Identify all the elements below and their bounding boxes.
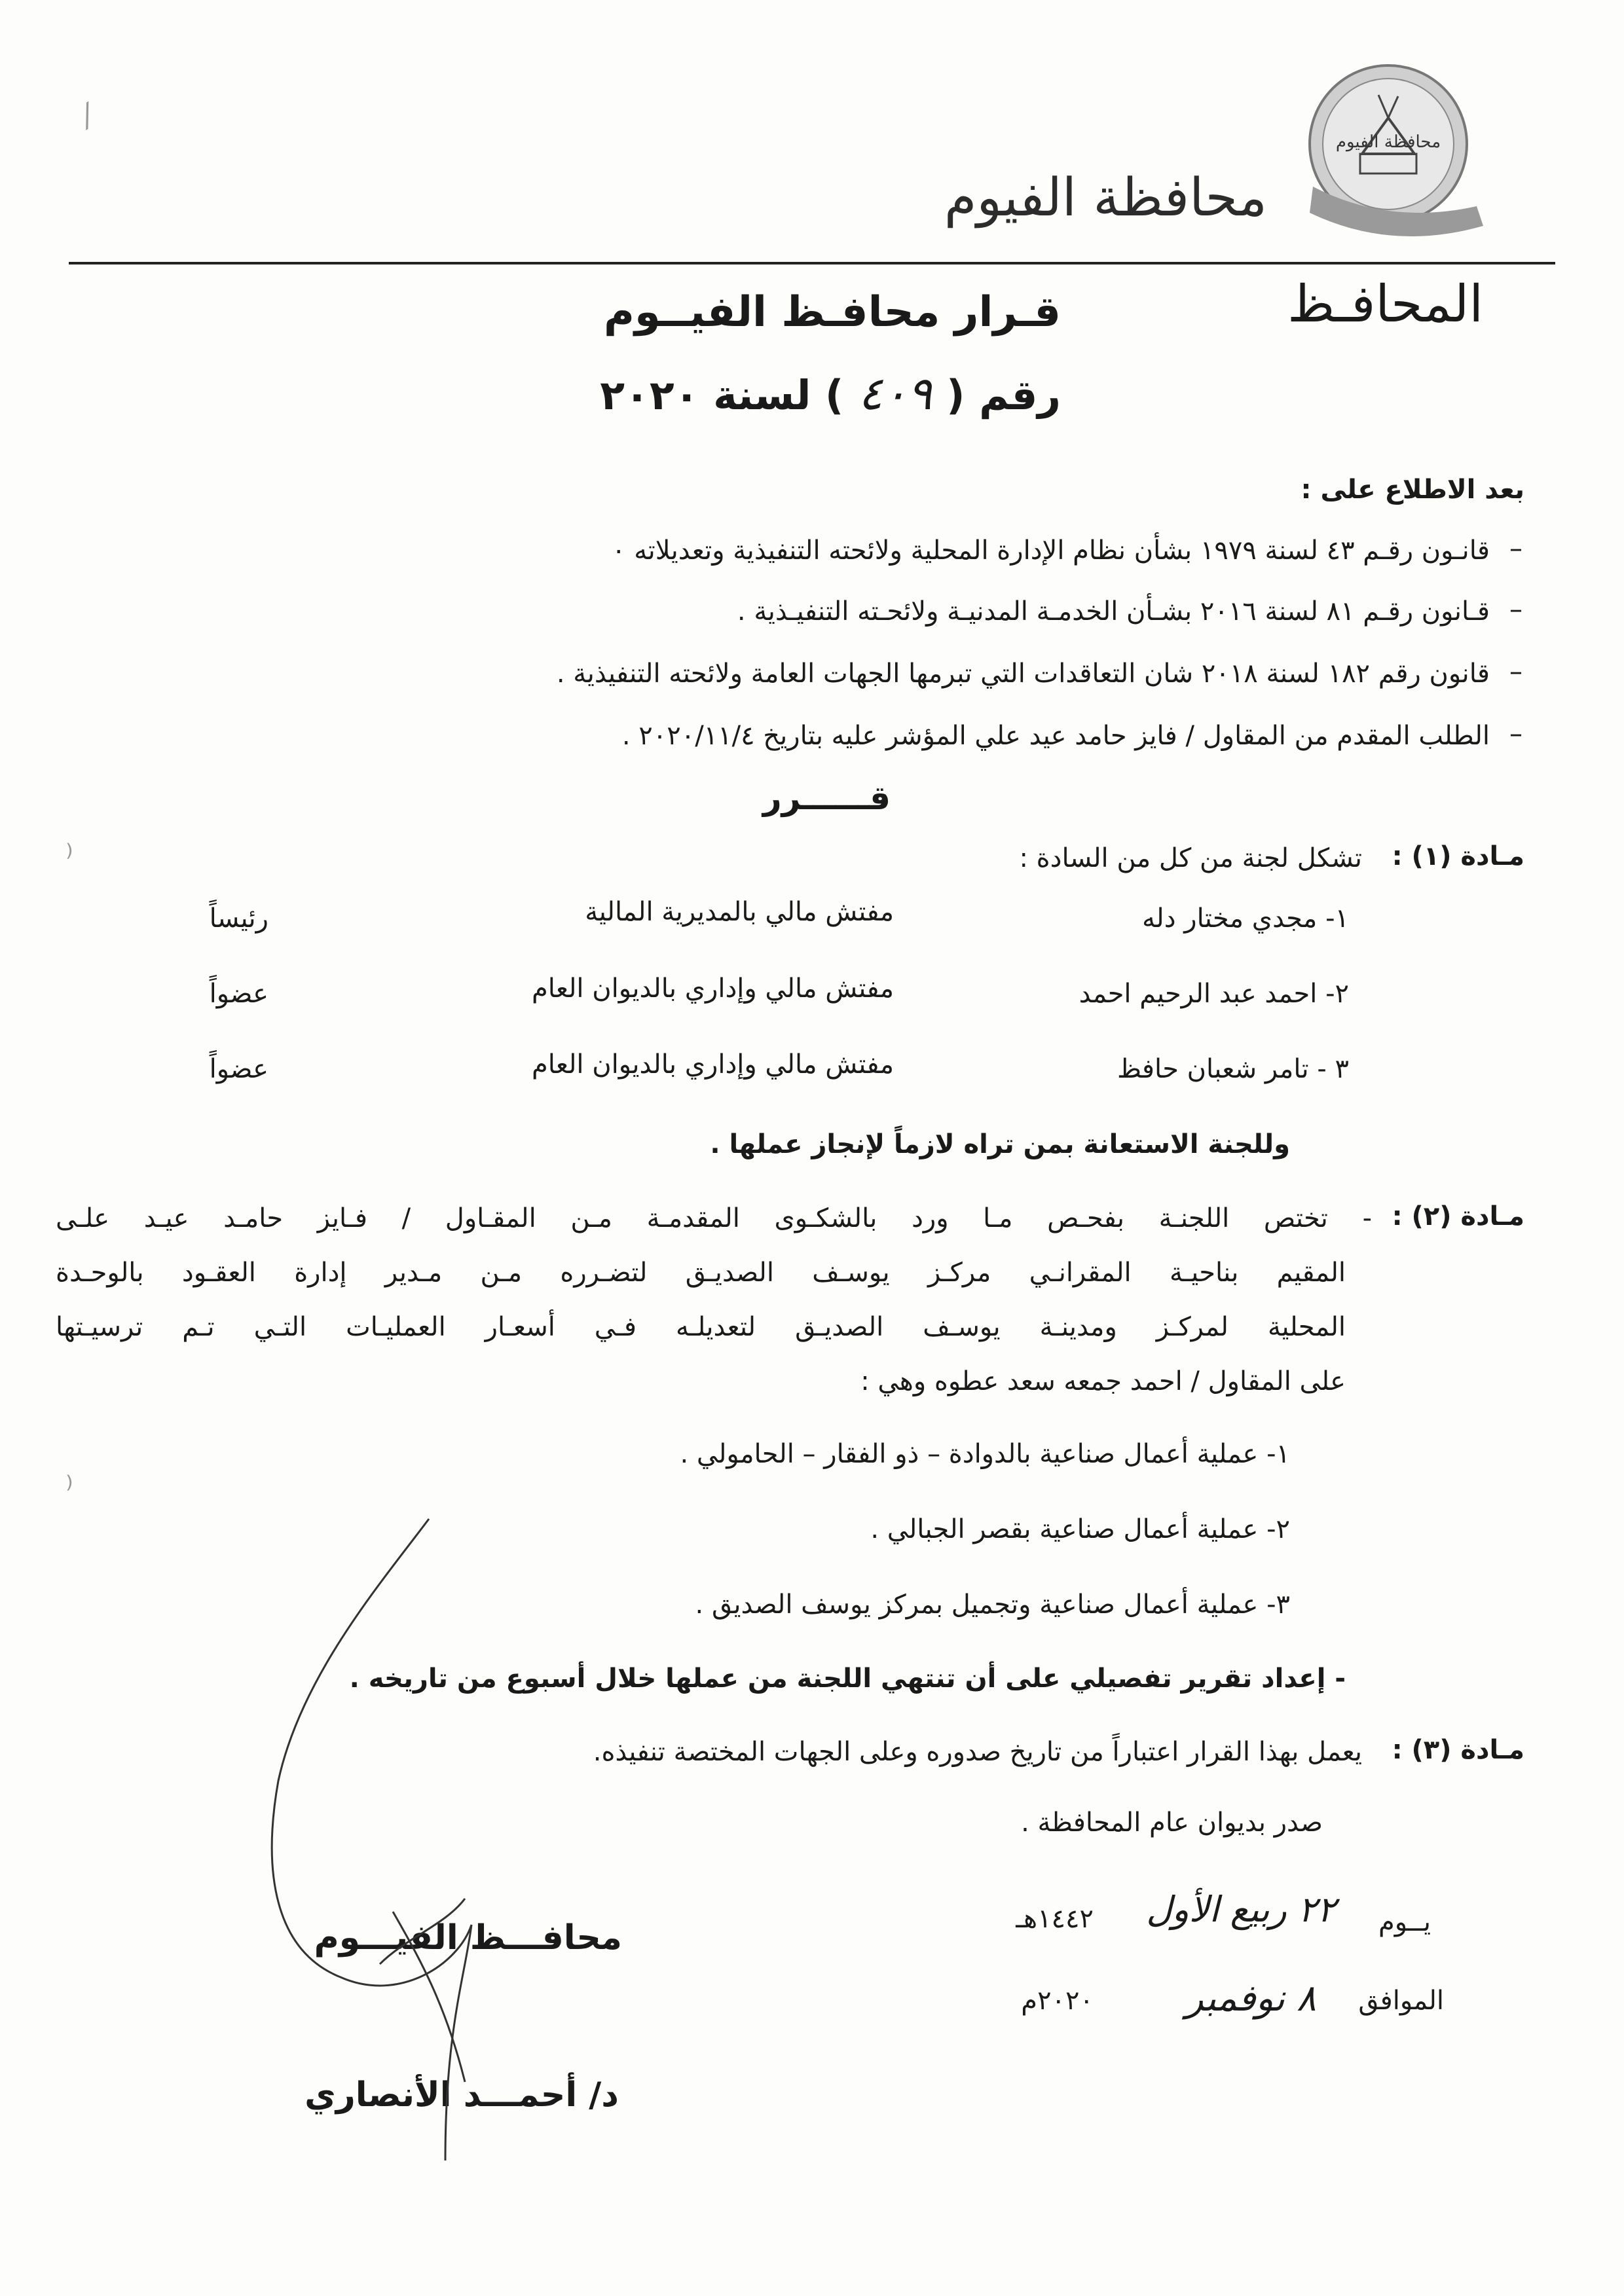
article-2-line: المحلية لمركـز ومدينـة يوسـف الصديـق لتعديلـه فـي أسعـار العمليـات التـي تـم ترسيـتها (56, 1312, 1346, 1342)
member-role: عضواً (209, 1054, 268, 1084)
scan-mark: ⁄ (76, 99, 100, 134)
bullet-dash: – (1509, 719, 1522, 749)
decree-number-prefix: رقم ( (946, 371, 1061, 419)
member-name: ٣ - تامر شعبان حافظ (1116, 1054, 1349, 1084)
article-2-report: - إعداد تقرير تفصيلي على أن تنتهي اللجنة من عملها خلال أسبوع من تاريخه . (349, 1664, 1346, 1694)
header-divider (69, 262, 1555, 264)
article-1-intro: تشكل لجنة من كل من السادة : (1019, 843, 1362, 873)
signatory-title: محافـــظ الفيـــوم (314, 1918, 622, 1958)
seal-emblem-icon (1300, 56, 1490, 246)
decree-title: قـرار محافـظ الفيــوم (604, 288, 1061, 337)
signatory-name: د/ أحمـــد الأنصاري (304, 2075, 619, 2115)
governorate-seal (1300, 56, 1490, 246)
decree-number (600, 367, 1061, 420)
member-role: عضواً (209, 979, 268, 1009)
governorate-name: محافظة الفيوم (944, 167, 1267, 228)
article-1-note: وللجنة الاستعانة بمن تراه لازماً لإنجاز عملها . (710, 1129, 1290, 1159)
preamble-item: قـانون رقـم ٨١ لسنة ٢٠١٦ بشـأن الخدمـة المدنيـة ولائحـته التنفيـذية . (737, 596, 1490, 627)
article-2-line: على المقاول / احمد جمعه سعد عطوه وهي : (860, 1366, 1346, 1396)
article-2-line: المقيم بناحيـة المقرانـي مركـز يوسـف الصديـق لتضـرره مـن مـدير إدارة العقـود بالوحـدة (56, 1258, 1346, 1288)
member-position: مفتش مالي وإداري بالديوان العام (531, 974, 894, 1004)
decided-heading: قــــــرر (762, 779, 891, 817)
article-3-label: مـادة (٣) : (1392, 1735, 1524, 1765)
article-2-line: - تختص اللجنـة بفحـص مـا ورد بالشكـوى المقدمـة مـن المقـاول / فـايز حامـد عيـد علـى (56, 1203, 1372, 1233)
date-greg-handwritten: ٨ نوفمبر (1185, 1977, 1316, 2020)
decree-number-value: ٤٠٩ (858, 367, 932, 420)
scan-mark: ⁾ (65, 1470, 73, 1506)
date-day-label: يــوم (1378, 1907, 1431, 1937)
bullet-dash: – (1509, 534, 1522, 564)
member-name: ٢- احمد عبد الرحيم احمد (1079, 979, 1349, 1009)
decree-number-suffix: ) لسنة ٢٠٢٠ (600, 371, 844, 419)
date-greg-year: ٢٠٢٠م (1021, 1986, 1094, 2016)
article-2-label: مـادة (٢) : (1392, 1201, 1524, 1231)
svg-text:محافظة الفيوم: محافظة الفيوم (1335, 132, 1441, 152)
governor-label: المحافـظ (1287, 275, 1483, 334)
scan-mark: ⁾ (65, 838, 73, 875)
date-greg-label: الموافق (1358, 1986, 1444, 2016)
issued-statement: صدر بديوان عام المحافظة . (1021, 1808, 1323, 1838)
member-name: ١- مجدي مختار دله (1142, 903, 1349, 934)
preamble-item: الطلب المقدم من المقاول / فايز حامد عيد علي المؤشر عليه بتاريخ ٢٠٢٠/١١/٤ . (621, 721, 1490, 751)
article-3-text: يعمل بهذا القرار اعتباراً من تاريخ صدوره وعلى الجهات المختصة تنفيذه. (593, 1737, 1362, 1767)
preamble-item: قانون رقم ١٨٢ لسنة ٢٠١٨ شان التعاقدات التي تبرمها الجهات العامة ولائحته التنفيذية . (556, 659, 1490, 689)
date-hijri-year: ١٤٤٢هـ (1016, 1904, 1094, 1934)
member-role: رئيساً (209, 903, 268, 934)
bullet-dash: – (1509, 594, 1522, 625)
member-position: مفتش مالي وإداري بالديوان العام (531, 1049, 894, 1080)
operation-item: ٣- عملية أعمال صناعية وتجميل بمركز يوسف الصديق . (695, 1590, 1290, 1620)
bullet-dash: – (1509, 657, 1522, 687)
member-position: مفتش مالي بالمديرية المالية (585, 897, 894, 927)
preamble-heading: بعد الاطلاع على : (1301, 475, 1524, 505)
article-1-label: مـادة (١) : (1392, 841, 1524, 871)
preamble-item: قانـون رقـم ٤٣ لسنة ١٩٧٩ بشأن نظام الإدارة المحلية ولائحته التنفيذية وتعديلاته ٠ (612, 536, 1490, 566)
operation-item: ٢- عملية أعمال صناعية بقصر الجبالي . (870, 1514, 1290, 1544)
date-hijri-handwritten: ٢٢ ربيع الأول (1146, 1889, 1336, 1930)
operation-item: ١- عملية أعمال صناعية بالدوادة – ذو الفقار – الحامولي . (680, 1439, 1290, 1469)
handwritten-signature (249, 1506, 576, 2174)
